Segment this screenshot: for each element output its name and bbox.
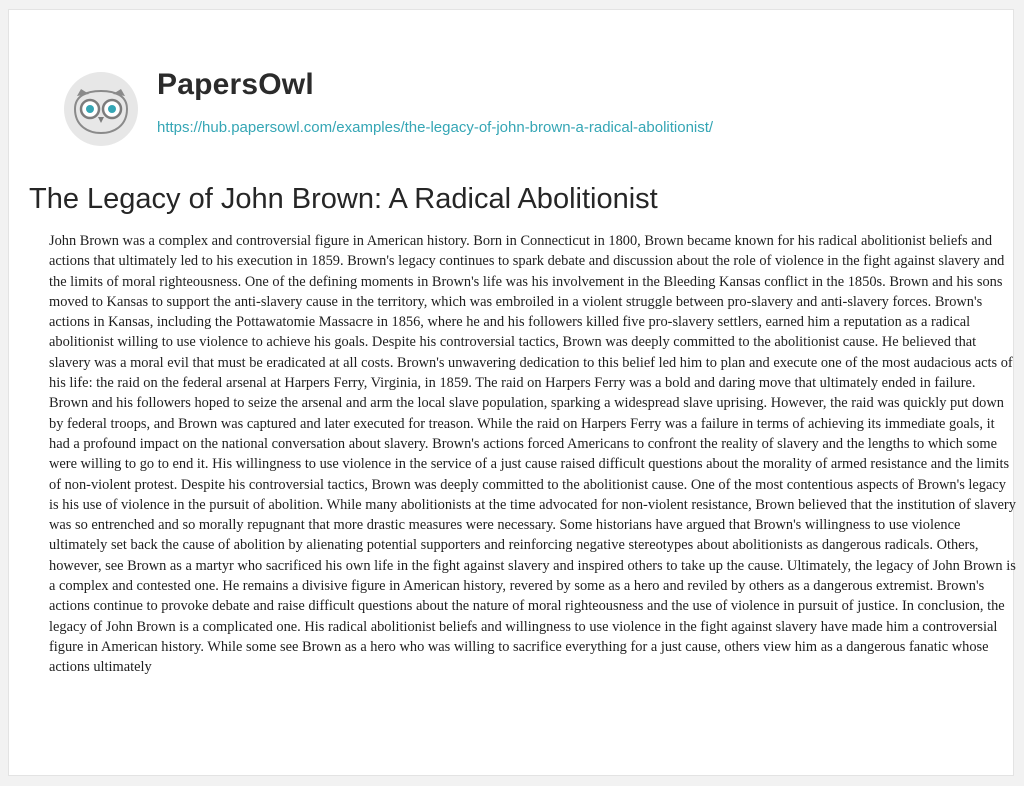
owl-logo-icon [61, 69, 141, 149]
essay-body: John Brown was a complex and controversial figure in American history. Born in Connecticut in 1800, Brown became known for his radical abolitionist beliefs and actions that ultimately led to his execution in 1859. Brown's legacy continues to spark debate and discussion about the role of violence in the fight against slavery and the limits of moral righteousness. One of the defining moments in Brown's life was his involvement in the Bleeding Kansas conflict in the 1850s. Brown and his sons moved to Kansas to support the anti-slavery cause in the territory, which was embroiled in a violent struggle between pro-slavery and anti-slavery forces. Brown's actions in Kansas, including the Pottawatomie Massacre in 1856, where he and his followers killed five pro-slavery settlers, earned him a reputation as a radical abolitionist willing to use violence to achieve his goals. Despite his controversial tactics, Brown was deeply committed to the abolitionist cause. He believed that slavery was a moral evil that must be eradicated at all costs. Brown's unwavering dedication to this belief led him to plan and execute one of the most audacious acts of his life: the raid on the federal arsenal at Harpers Ferry, Virginia, in 1859. The raid on Harpers Ferry was a bold and daring move that ultimately ended in failure. Brown and his followers hoped to seize the arsenal and arm the local slave population, sparking a widespread slave uprising. However, the raid was quickly put down by federal troops, and Brown was captured and later executed for treason. While the raid on Harpers Ferry was a failure in terms of achieving its immediate goals, it had a profound impact on the national conversation about slavery. Brown's actions forced Americans to confront the reality of slavery and the lengths to which some were willing to go to end it. His willingness to use violence in the service of a just cause raised difficult questions about the morality of armed resistance and the limits of non-violent protest. Despite his controversial tactics, Brown was deeply committed to the abolitionist cause. One of the most contentious aspects of Brown's legacy is his use of violence in the pursuit of abolition. While many abolitionists at the time advocated for non-violent resistance, Brown believed that the institution of slavery was so entrenched and so morally repugnant that more drastic measures were necessary. Some historians have argued that Brown's willingness to use violence ultimately set back the cause of abolition by alienating potential supporters and reinforcing negative stereotypes about abolitionists as dangerous radicals. Others, however, see Brown as a martyr who sacrificed his own life in the fight against slavery and inspired others to take up the cause. Ultimately, the legacy of John Brown is a complex and contested one. He remains a divisive figure in American history, revered by some as a hero and reviled by others as a dangerous extremist. Brown's actions continue to provoke debate and raise difficult questions about the nature of moral righteousness and the use of violence in pursuit of justice. In conclusion, the legacy of John Brown is a complicated one. His radical abolitionist beliefs and willingness to use violence in the fight against slavery have made him a controversial figure in American history. While some see Brown as a hero who was willing to sacrifice everything for a just cause, others view him as a dangerous fanatic whose actions ultimately [49, 233, 1016, 676]
source-url-link[interactable]: https://hub.papersowl.com/examples/the-legacy-of-john-brown-a-radical-abolitionist/ [157, 119, 714, 136]
document-page [8, 9, 1014, 776]
brand-name: PapersOwl [157, 68, 314, 101]
essay-title: The Legacy of John Brown: A Radical Abolitionist [29, 183, 658, 215]
page-header [9, 10, 1013, 168]
